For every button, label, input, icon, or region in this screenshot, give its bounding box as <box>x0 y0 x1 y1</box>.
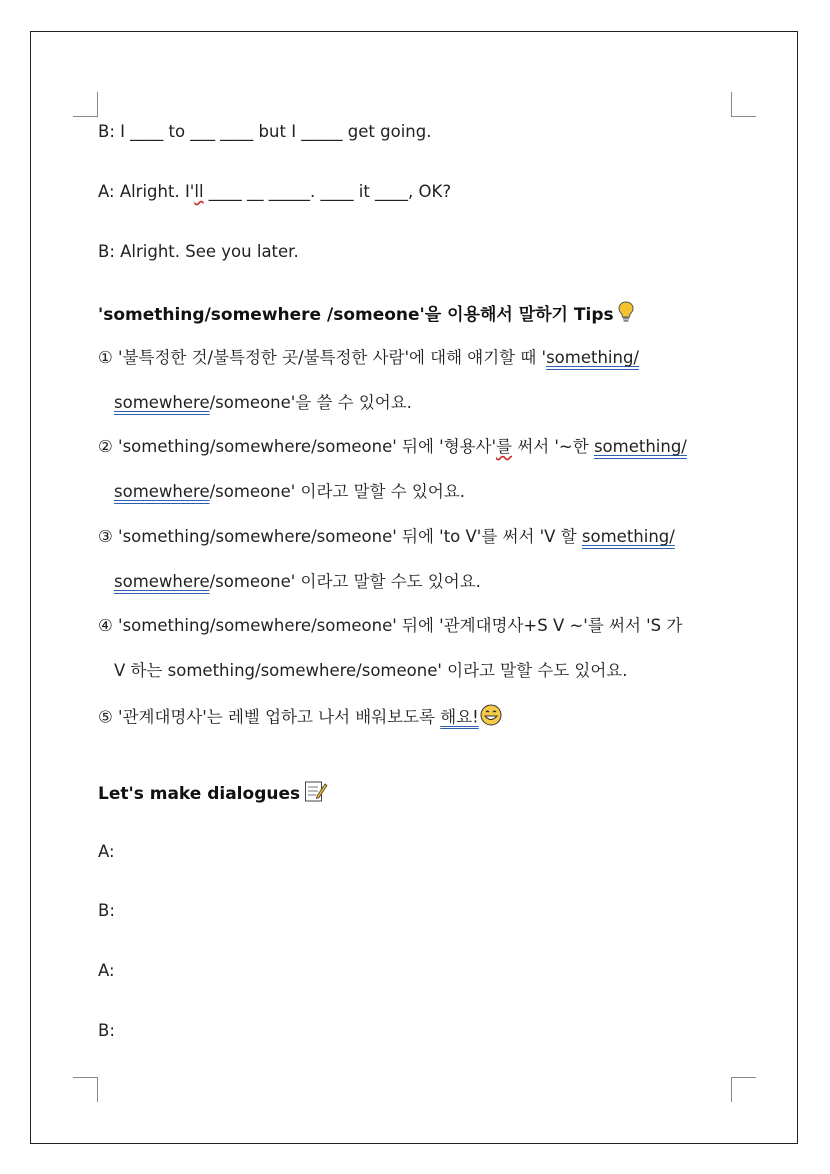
tip-3-cont <box>114 571 481 593</box>
tip-2-cont <box>114 481 465 503</box>
hyperlink-text[interactable]: something/ <box>593 437 687 456</box>
hyperlink-text[interactable]: 해요! <box>440 707 479 727</box>
hyperlink-text[interactable]: somewhere <box>114 482 210 501</box>
hyperlink-text[interactable]: something/ <box>581 527 675 546</box>
practice-title: Let's make dialogues <box>98 784 301 804</box>
spellcheck-word[interactable]: 를 <box>496 437 513 456</box>
tip-text: /someone' 이라고 말할 수도 있어요. <box>209 572 481 591</box>
lightbulb-icon <box>618 301 634 329</box>
memo-icon <box>304 780 328 808</box>
dialogue-text: ____ __ _____. ____ it ____, OK? <box>203 182 452 201</box>
practice-heading <box>98 780 328 808</box>
tip-2 <box>98 436 687 458</box>
dialogue-text: I ____ to ___ ____ but I _____ get going. <box>120 122 432 141</box>
tip-text: V 하는 something/somewhere/someone' 이라고 말할 수도 있어요. <box>114 661 628 680</box>
tip-text: 써서 '~한 <box>512 437 594 456</box>
tip-1-cont <box>114 392 412 414</box>
tip-text: ③ 'something/somewhere/someone' 뒤에 'to V'를 써서 'V 할 <box>98 527 582 546</box>
hyperlink-text[interactable]: somewhere <box>114 572 210 591</box>
dialogue-text: Alright. See you later. <box>120 242 299 261</box>
dialogue-line <box>98 121 431 143</box>
tip-text: /someone'을 쓸 수 있어요. <box>209 393 412 412</box>
crop-mark-top-right <box>731 92 756 117</box>
hyperlink-text[interactable]: somewhere <box>114 393 210 412</box>
speaker-label: B: <box>98 122 115 141</box>
dialogue-line <box>98 241 299 263</box>
tip-3 <box>98 526 675 548</box>
spellcheck-word[interactable]: ll <box>194 182 204 201</box>
tip-5 <box>98 704 502 732</box>
speaker-label: A: <box>98 182 115 201</box>
tip-4-cont <box>114 660 628 682</box>
hyperlink-text[interactable]: something/ <box>546 348 639 367</box>
tip-1 <box>98 347 639 369</box>
tip-text: ① '불특정한 것/불특정한 곳/불특정한 사람'에 대해 얘기할 때 ' <box>98 348 547 367</box>
crop-mark-bottom-left <box>73 1077 98 1102</box>
tip-text: ② 'something/somewhere/someone' 뒤에 '형용사' <box>98 437 497 456</box>
practice-line[interactable]: B: <box>98 901 115 920</box>
tip-4 <box>98 615 682 637</box>
crop-mark-top-left <box>73 92 98 117</box>
dialogue-text: Alright. I' <box>119 182 195 201</box>
speaker-label: B: <box>98 242 115 261</box>
tips-title: 'something/somewhere /someone'을 이용해서 말하기 Tips <box>98 305 614 325</box>
grinning-face-icon <box>480 704 502 732</box>
practice-line[interactable]: A: <box>98 842 115 861</box>
tip-text: ④ 'something/somewhere/someone' 뒤에 '관계대명사+S V ~'를 써서 'S 가 <box>98 616 683 635</box>
dialogue-line <box>98 181 451 203</box>
tips-heading <box>98 301 634 329</box>
tip-text: /someone' 이라고 말할 수 있어요. <box>209 482 465 501</box>
practice-line[interactable]: A: <box>98 961 115 980</box>
practice-line[interactable]: B: <box>98 1021 115 1040</box>
tip-text: ⑤ '관계대명사'는 레벨 업하고 나서 배워보도록 <box>98 707 441 727</box>
crop-mark-bottom-right <box>731 1077 756 1102</box>
